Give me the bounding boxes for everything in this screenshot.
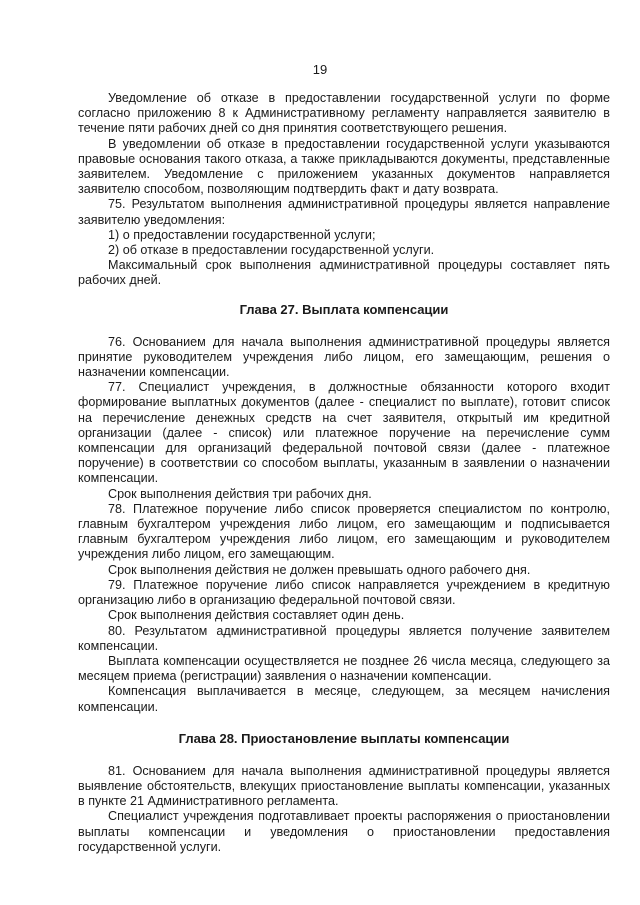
- paragraph-item-80: 80. Результатом административной процедуры является получение заявителем компенсации.: [78, 623, 610, 653]
- chapter-28-title: Глава 28. Приостановление выплаты компенсации: [178, 730, 510, 746]
- paragraph-item-81: 81. Основанием для начала выполнения административной процедуры является выявление обстоятельств, влекущих приостановление выплаты компенсации, указанных в пункте 21 Административного регламента.: [78, 763, 610, 809]
- paragraph: Специалист учреждения подготавливает проекты распоряжения о приостановлении выплаты компенсации и уведомления о приостановлении предоставления государственной услуги.: [78, 809, 610, 854]
- paragraph: Компенсация выплачивается в месяце, следующем, за месяцем начисления компенсации.: [78, 684, 610, 714]
- page-number: 19: [312, 62, 328, 77]
- chapter-27-title: Глава 27. Выплата компенсации: [239, 301, 449, 317]
- paragraph: Срок выполнения действия три рабочих дня.: [108, 486, 372, 501]
- paragraph-item-76: 76. Основанием для начала выполнения административной процедуры является принятие руководителем учреждения либо лицом, его замещающим, решения о назначении компенсации.: [78, 334, 610, 380]
- paragraph: В уведомлении об отказе в предоставлении государственной услуги указываются правовые основания такого отказа, а также прикладываются документы, представленные заявителем. Уведомление с приложением указанных документов направляется заявителю способом, позволяющим подтвердить факт и дату возврата.: [78, 136, 610, 197]
- paragraph: Выплата компенсации осуществляется не позднее 26 числа месяца, следующего за месяцем приема (регистрации) заявления о назначении компенсации.: [78, 653, 610, 684]
- paragraph-item-79: 79. Платежное поручение либо список направляется учреждением в кредитную организацию либо в организацию федеральной почтовой связи.: [78, 577, 610, 608]
- paragraph: Срок выполнения действия не должен превышать одного рабочего дня.: [108, 562, 531, 577]
- list-item: 1) о предоставлении государственной услуги;: [108, 227, 376, 242]
- list-item: 2) об отказе в предоставлении государственной услуги.: [108, 243, 435, 258]
- document-body: [78, 91, 610, 855]
- paragraph: Срок выполнения действия составляет один день.: [108, 608, 405, 623]
- paragraph: Уведомление об отказе в предоставлении государственной услуги по форме согласно приложению 8 к Административному регламенту направляется заявителю в течение пяти рабочих дней со дня принятия соответствующего решения.: [78, 91, 610, 136]
- paragraph: Максимальный срок выполнения административной процедуры составляет пять рабочих дней.: [78, 258, 610, 288]
- paragraph-item-75: 75. Результатом выполнения административной процедуры является направление заявителю уведомления:: [78, 197, 610, 227]
- paragraph-item-77: 77. Специалист учреждения, в должностные обязанности которого входит формирование выплатных документов (далее - специалист по выплате), готовит список на перечисление денежных средств на счет заявителя, открытый им кредитной организации (далее - список) или платежное поручение на перечисление сумм компенсации для организаций федеральной почтовой связи (далее - платежное поручение) в соответствии со способом выплаты, указанным в заявлении о назначении компенсации.: [78, 380, 610, 486]
- paragraph-item-78: 78. Платежное поручение либо список проверяется специалистом по контролю, главным бухгалтером учреждения либо лицом, его замещающим и подписывается главным бухгалтером учреждения либо лицом, его замещающим и руководителем учреждения либо лицом, его замещающим.: [78, 501, 610, 562]
